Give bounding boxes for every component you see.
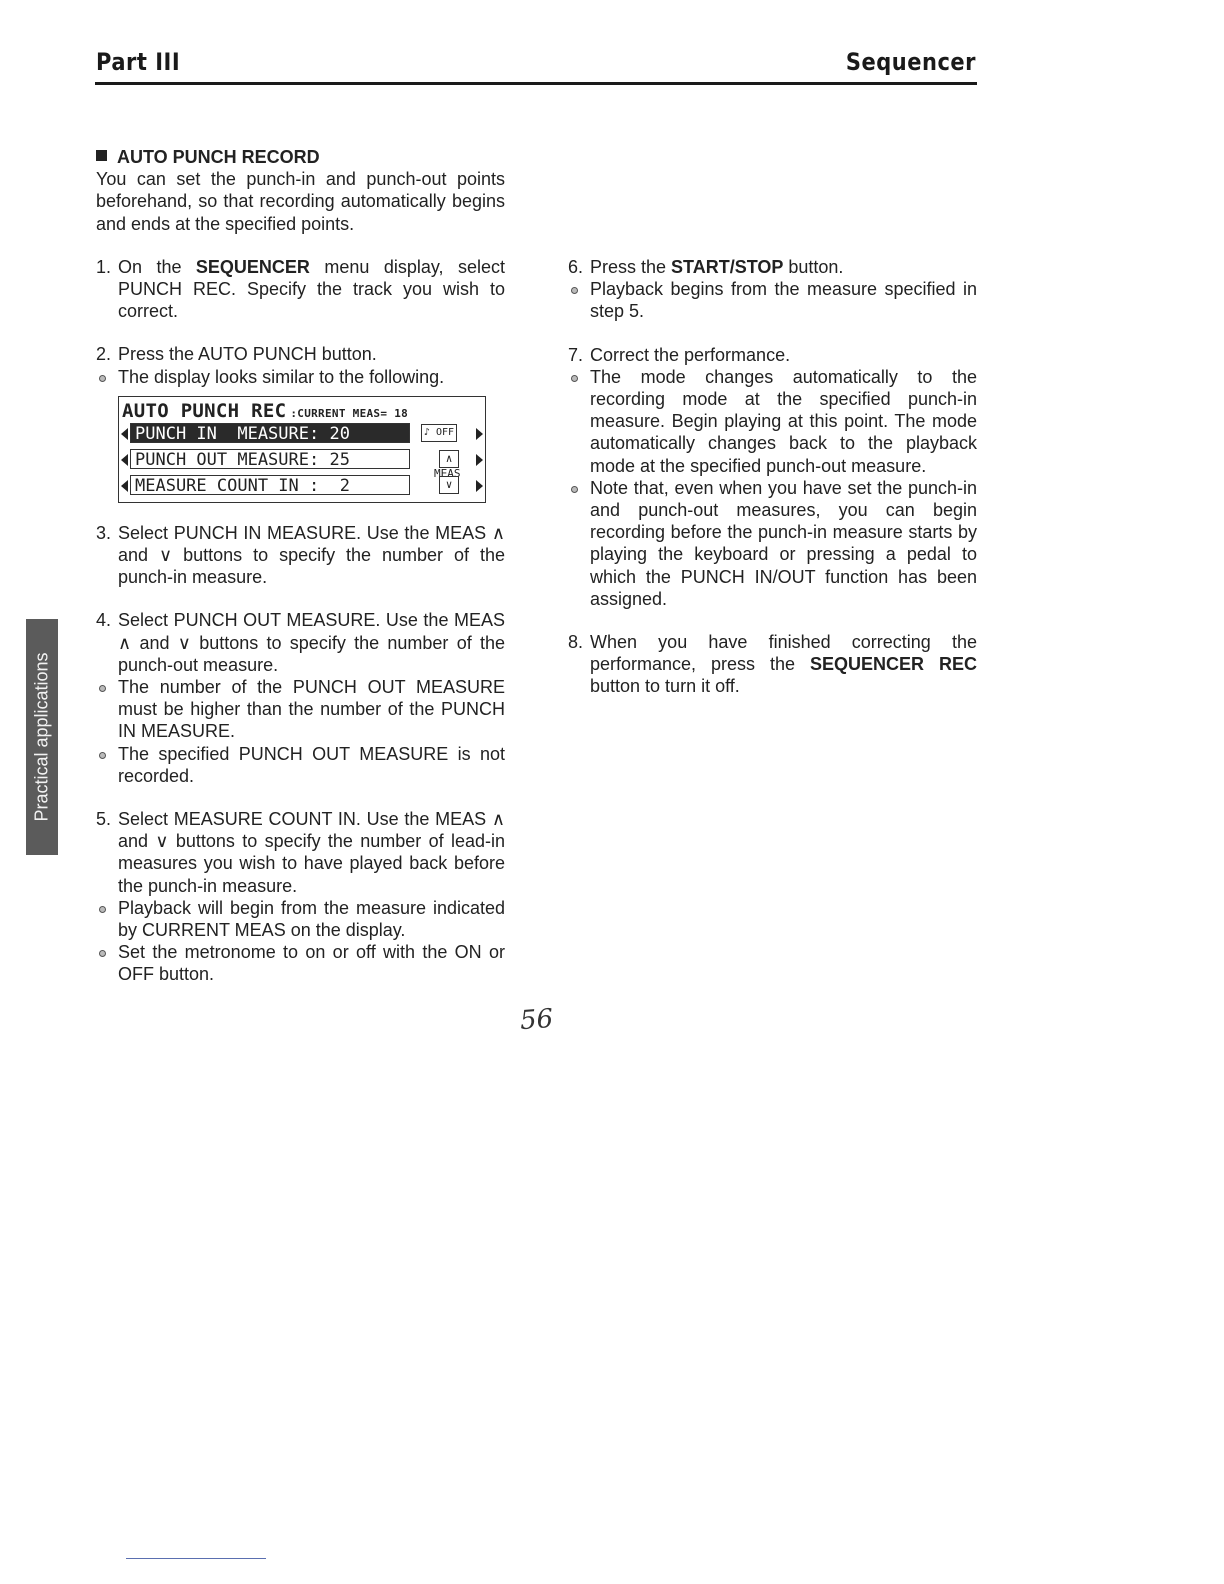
side-tab: [26, 619, 58, 855]
footer-line: [126, 1558, 266, 1559]
header-section-label: Sequencer: [845, 48, 976, 76]
bullet-dot-icon: [99, 906, 106, 913]
bullet-dot-icon: [571, 486, 578, 493]
step-4: 4. Select PUNCH OUT MEASURE. Use the MEAS ∧ and ∨ buttons to specify the number of the punch-out measure.: [96, 610, 505, 675]
punch-in-measure-field: PUNCH IN MEASURE: 20: [130, 423, 410, 443]
bullet-dot-icon: [99, 752, 106, 759]
header-rule: [95, 82, 977, 85]
measure-count-in-field: MEASURE COUNT IN : 2: [130, 475, 410, 495]
right-arrow-icon: [476, 454, 483, 466]
left-column: [96, 146, 505, 986]
step-5: 5. Select MEASURE COUNT IN. Use the MEAS ∧ and ∨ buttons to specify the number of lead-in measures you wish to have played back before the punch-in measure.: [96, 809, 505, 896]
lcd-row-count-in: [121, 475, 485, 497]
header-part-label: Part III: [96, 48, 181, 76]
step-7-bullet-2: Note that, even when you have set the punch-in and punch-out measures, you can begin recording before the punch-in measure starts by playing the keyboard or pressing a pedal to which the PUNCH IN/OUT function has been assigned.: [568, 477, 977, 610]
step-3: 3. Select PUNCH IN MEASURE. Use the MEAS ∧ and ∨ buttons to specify the number of the punch-in measure.: [96, 522, 505, 588]
lcd-title: AUTO PUNCH REC :CURRENT MEAS= 18: [122, 399, 409, 422]
lcd-display: [118, 396, 486, 503]
lcd-row-punch-in: [121, 423, 485, 445]
square-bullet-icon: [96, 150, 107, 161]
bullet-dot-icon: [571, 287, 578, 294]
step-6: 6. Press the START/STOP button.: [568, 257, 844, 277]
meas-down-button: ∨: [439, 476, 459, 494]
section-intro: You can set the punch-in and punch-out points beforehand, so that recording automatically begins and ends at the specified points.: [96, 169, 505, 234]
right-arrow-icon: [476, 428, 483, 440]
punch-out-measure-field: PUNCH OUT MEASURE: 25: [130, 449, 410, 469]
step-7: 7. Correct the performance.: [568, 344, 791, 365]
bullet-dot-icon: [99, 685, 106, 692]
left-arrow-icon: [121, 428, 128, 440]
metronome-off-button: ♪ OFF: [421, 424, 457, 442]
meas-up-button: ∧: [439, 450, 459, 468]
side-tab-label: Practical applications: [31, 652, 52, 822]
step-5-bullet-1: Playback will begin from the measure indicated by CURRENT MEAS on the display.: [96, 897, 505, 941]
left-arrow-icon: [121, 480, 128, 492]
lcd-current-meas: :CURRENT MEAS= 18: [290, 406, 409, 420]
step-4-bullet-2: The specified PUNCH OUT MEASURE is not recorded.: [96, 743, 505, 787]
step-2: 2. Press the AUTO PUNCH button.: [96, 344, 377, 365]
lcd-row-punch-out: [121, 449, 485, 471]
step-2-bullet: The display looks similar to the following.: [96, 366, 505, 388]
bullet-dot-icon: [99, 375, 106, 382]
right-column: [568, 256, 977, 698]
bullet-dot-icon: [99, 950, 106, 957]
section-title: AUTO PUNCH RECORD: [96, 146, 505, 168]
step-7-bullet-1: The mode changes automatically to the recording mode at the specified punch-in measure. Begin playing at this point. The mode automatically changes back to the playback mode at the specified punch-out measure.: [568, 366, 977, 477]
step-5-bullet-2: Set the metronome to on or off with the ON or OFF button.: [96, 941, 505, 985]
step-4-bullet-1: The number of the PUNCH OUT MEASURE must be higher than the number of the PUNCH IN MEASURE.: [96, 676, 505, 743]
page-number: 56: [518, 1003, 555, 1037]
lcd-meas-label: MEAS: [434, 466, 461, 480]
step-1: 1. On the SEQUENCER menu display, select PUNCH REC. Specify the track you wish to correct.: [96, 256, 505, 322]
right-arrow-icon: [476, 480, 483, 492]
step-8: 8. When you have finished correcting the performance, press the SEQUENCER REC button to turn it off.: [568, 632, 977, 697]
bullet-dot-icon: [571, 375, 578, 382]
left-arrow-icon: [121, 454, 128, 466]
step-6-bullet: Playback begins from the measure specified in step 5.: [568, 278, 977, 322]
